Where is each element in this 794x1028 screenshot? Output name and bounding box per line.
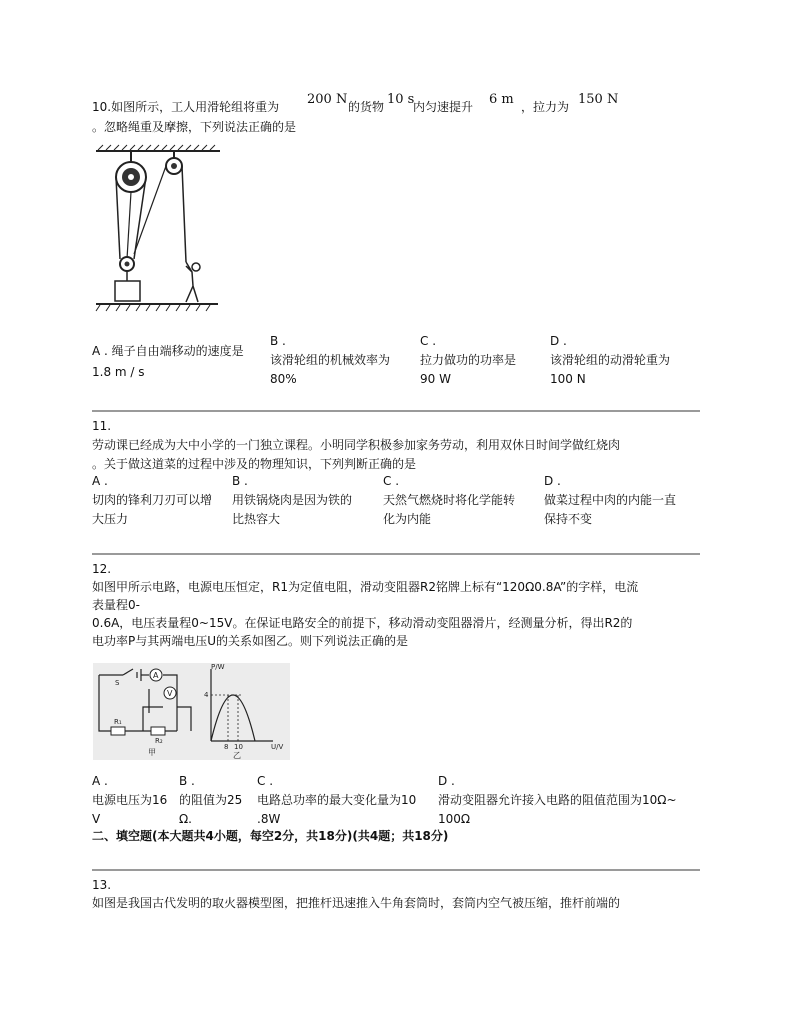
q10-option-b-text: 该滑轮组的机械效率为: [270, 353, 391, 367]
q10-option-a-value: 1.8 m / s: [92, 365, 145, 379]
q11-option-b-text: 用铁锅烧肉是因为铁的: [232, 493, 353, 507]
q10-option-d-value: 100 N: [550, 372, 586, 386]
q12-text-line4: 电功率P与其两端电压U的关系如图乙。则下列说法正确的是: [92, 634, 409, 648]
figure-left-label: 甲: [148, 748, 156, 757]
q11-option-b-letter: B .: [232, 474, 248, 488]
q12-option-d[interactable]: [438, 772, 677, 829]
q12-option-c-letter: C .: [257, 774, 274, 788]
q11-option-d[interactable]: [544, 472, 676, 529]
q10-option-b-value: 80%: [270, 372, 297, 386]
q10-option-d-text: 该滑轮组的动滑轮重为: [550, 353, 671, 367]
graph-x-tick: 8: [224, 743, 229, 751]
q12-option-b-text-2: Ω.: [179, 812, 192, 826]
q10-weight: 200 N: [307, 92, 348, 107]
q10-force: 150 N: [578, 92, 619, 107]
q10-text-2: 的货物: [348, 100, 385, 114]
q10-text-4: ，拉力为: [521, 100, 570, 114]
q13-text-line1: 如图是我国古代发明的取火器模型图，把推杆迅速推入牛角套筒时，套筒内空气被压缩，推杆前端的: [92, 896, 621, 910]
q11-option-a-text-2: 大压力: [92, 512, 129, 526]
q10-option-c[interactable]: [420, 332, 516, 389]
q12-option-c-text-2: .8W: [257, 812, 281, 826]
q12-option-a-text-2: V: [92, 812, 101, 826]
q12-text-line1: 如图甲所示电路，电源电压恒定，R1为定值电阻，滑动变阻器R2铭牌上标有“120Ω0.8A”的字样，电流: [92, 580, 639, 594]
graph-x-tick: 10: [234, 743, 243, 751]
q10-option-c-value: 90 W: [420, 372, 451, 386]
q10-option-b-letter: B .: [270, 334, 286, 348]
q12-number: 12.: [92, 562, 112, 576]
q12-option-d-letter: D .: [438, 774, 455, 788]
q11-option-d-letter: D .: [544, 474, 561, 488]
r1-label: R₁: [114, 718, 122, 726]
q12-option-b[interactable]: [179, 772, 242, 829]
q11-option-b[interactable]: [232, 472, 352, 529]
q10-option-a-text: A . 绳子自由端移动的速度是: [92, 344, 244, 358]
q10-option-d[interactable]: [550, 332, 670, 389]
graph-y-tick: 4: [204, 691, 209, 699]
q12-option-c[interactable]: [257, 772, 416, 829]
q10-text-line2: 。忽略绳重及摩擦，下列说法正确的是: [92, 120, 297, 134]
ammeter-label: A: [153, 671, 159, 680]
q10-height: 6 m: [489, 92, 514, 107]
q10-option-c-text: 拉力做功的功率是: [420, 353, 517, 367]
graph-y-axis-label: P/W: [211, 663, 225, 671]
divider: [92, 410, 700, 412]
q11-option-c-letter: C .: [383, 474, 400, 488]
q11-text-line1: 劳动课已经成为大中小学的一门独立课程。小明同学积极参加家务劳动，利用双休日时间学做红烧肉: [92, 438, 621, 452]
q11-option-b-text-2: 比热容大: [232, 512, 281, 526]
q12-option-c-text: 电路总功率的最大变化量为10: [257, 793, 417, 807]
r2-label: R₂: [155, 737, 163, 745]
q11-option-c[interactable]: [383, 472, 515, 529]
q12-option-a-letter: A .: [92, 774, 108, 788]
section-2-heading: 二、填空题(本大题共4小题，每空2分，共18分)(共4题；共18分): [92, 829, 449, 843]
voltmeter-label: V: [167, 689, 173, 698]
q12-option-a[interactable]: [92, 772, 167, 829]
q10-time: 10 s: [387, 92, 415, 107]
divider: [92, 553, 700, 555]
q13-number: 13.: [92, 878, 112, 892]
q10-option-b[interactable]: [270, 332, 390, 389]
q12-text-line2: 表量程0-: [92, 598, 140, 612]
q11-option-a-text: 切肉的锋利刀刃可以增: [92, 493, 213, 507]
q12-option-d-text: 滑动变阻器允许接入电路的阻值范围为10Ω~: [438, 793, 677, 807]
q11-number: 11.: [92, 419, 112, 433]
q12-text-line3: 0.6A，电压表量程0~15V。在保证电路安全的前提下，移动滑动变阻器滑片，经测量分析，得出R2的: [92, 616, 633, 630]
q11-option-d-text-2: 保持不变: [544, 512, 593, 526]
q11-option-a[interactable]: [92, 472, 212, 529]
q11-option-c-text: 天然气燃烧时将化学能转: [383, 493, 516, 507]
q12-option-b-letter: B .: [179, 774, 195, 788]
q10-text-start: 10.如图所示，工人用滑轮组将重为: [92, 100, 280, 114]
divider: [92, 869, 700, 871]
q11-option-a-letter: A .: [92, 474, 108, 488]
graph-x-axis-label: U/V: [271, 743, 284, 751]
q10-option-c-letter: C .: [420, 334, 437, 348]
figure-right-label: 乙: [233, 751, 241, 760]
q12-option-d-text-2: 100Ω: [438, 812, 471, 826]
q11-option-d-text: 做菜过程中肉的内能一直: [544, 493, 677, 507]
q11-text-line2: 。关于做这道菜的过程中涉及的物理知识，下列判断正确的是: [92, 457, 417, 471]
circuit-and-graph-figure: [93, 663, 290, 760]
pulley-figure: [94, 144, 222, 314]
q10-text-3: 内匀速提升: [413, 100, 474, 114]
q12-option-a-text: 电源电压为16: [92, 793, 168, 807]
switch-label: S: [115, 679, 120, 687]
q12-option-b-text: 的阻值为25: [179, 793, 243, 807]
q11-option-c-text-2: 化为内能: [383, 512, 432, 526]
q10-option-d-letter: D .: [550, 334, 567, 348]
q10-option-a[interactable]: [92, 342, 244, 382]
